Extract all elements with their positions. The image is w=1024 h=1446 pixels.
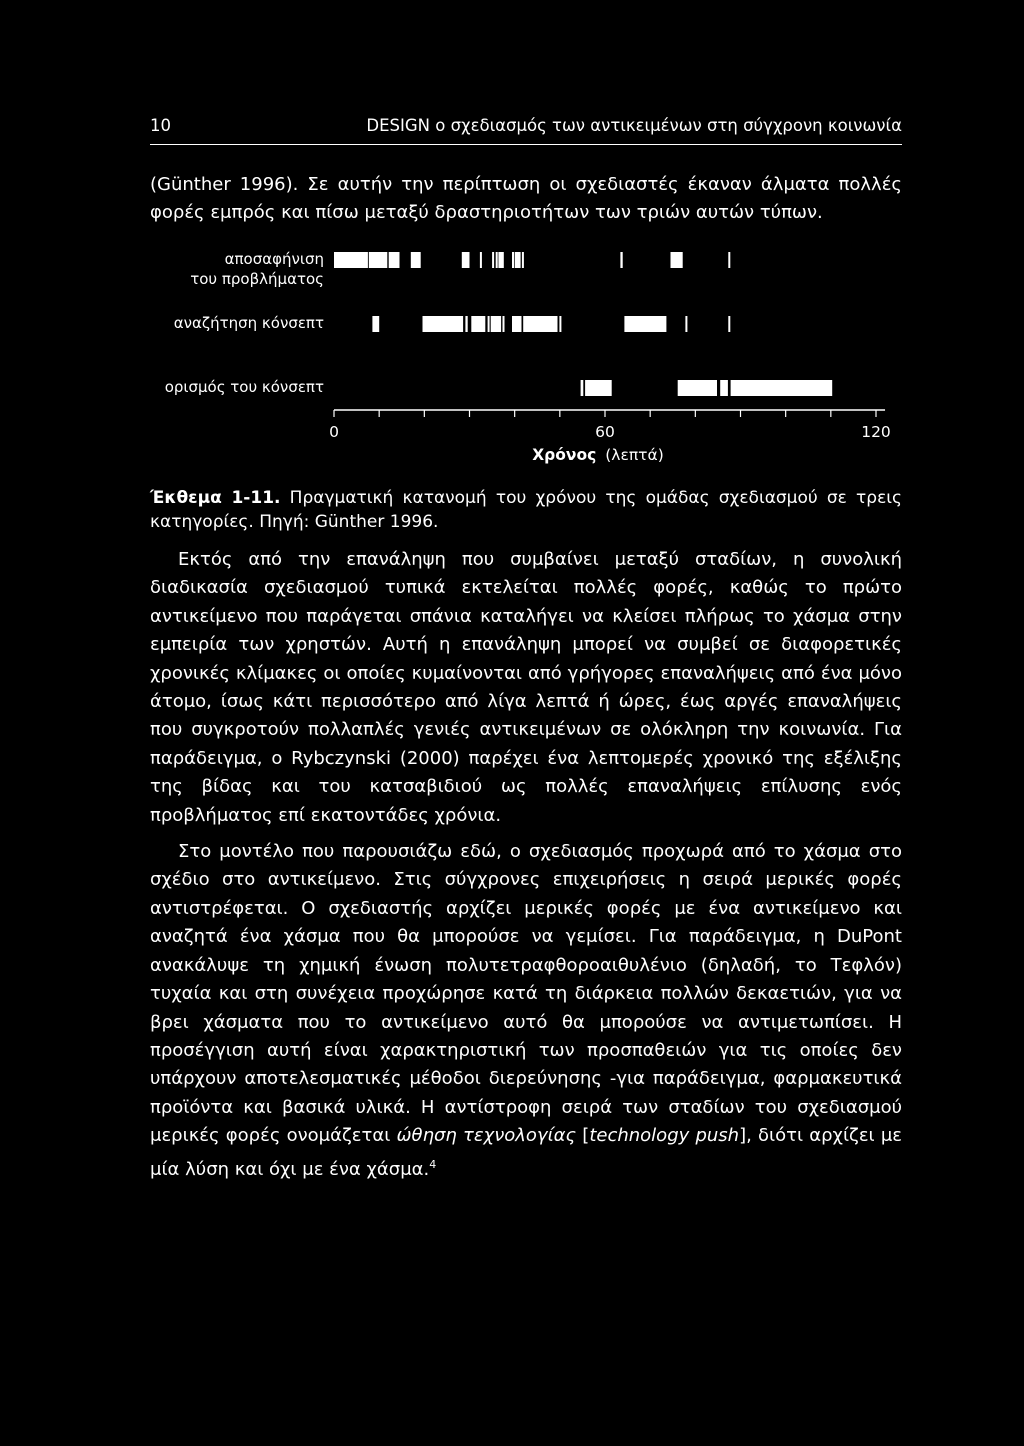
timeline-bar-row2-7 [503,316,505,332]
timeline-bar-row1-11 [515,252,521,268]
timeline-bar-row3-5 [731,380,833,396]
timeline-bar-row1-3 [389,252,400,268]
timeline-bar-row1-12 [522,252,524,268]
timeline-bar-row2-13 [728,316,730,332]
timeline-bar-row1-4 [411,252,421,268]
timeline-bar-row3-4 [720,380,728,396]
timeline-bar-row1-8 [496,252,498,268]
timeline-bar-row2-9 [523,316,557,332]
row-label-concept-search: αναζήτηση κόνσεπτ [173,314,324,332]
p2-main-text: Στο μοντέλο που παρουσιάζω εδώ, ο σχεδιασμός προχωρά από το χάσμα στο σχέδιο στο αντικείμενο. Στις σύγχρονες επιχειρήσεις η σειρά μερικές φορές αντιστρέφεται. Ο σχεδιαστής αρχίζει μερικές φορές με ένα αντικείμενο και αναζητά ένα χάσμα που θα μπορούσε να γεμίσει. Για παράδειγμα, η DuPont ανακάλυψε τη χημική ένωση πολυτετραφθοροαιθυλένιο (δηλαδή, το Τεφλόν) τυχαία και στη συνέχεια προχώρησε κατά τη διάρκεια πολλών δεκαετιών, για να βρει χάσματα που το αντικείμενο αυτό θα μπορούσε να αντιμετωπίσει. Η προσέγγιση αυτή είναι χαρακτηριστική των προσπαθειών για τις οποίες δεν υπάρχουν αποτελεσματικές μέθοδοι διερεύνησης -για παράδειγμα, φαρμακευτικά προϊόντα και βασικά υλικά. Η αντίστροφη σειρά των σταδίων του σχεδιασμού μερικές φορές ονομάζεται [150,841,902,1147]
row-label-line2: του προβλήματος [190,270,324,288]
figure-caption [150,486,902,534]
x-tick-label-0: 0 [329,423,339,441]
timeline-bar-row1-10 [512,252,514,268]
timeline-bar-row2-6 [491,316,501,332]
caption-label: Έκθεμα 1-11. [150,488,281,508]
p2-end-text: ], διότι αρχίζει με μία λύση και όχι με ένα χάσμα. [150,1125,903,1180]
timeline-bar-row1-6 [480,252,482,268]
timeline-bar-row2-2 [423,316,464,332]
timeline-bar-row1-1 [334,252,368,268]
timeline-bar-row1-15 [728,252,730,268]
timeline-bar-row1-2 [369,252,388,268]
timeline-bar-row3-3 [678,380,717,396]
intro-text: (Günther 1996). Σε αυτήν την περίπτωση οι σχεδιαστές έκαναν άλματα πολλές φορές εμπρός και πίσω μεταξύ δραστηριοτήτων των τριών αυτών τύπων. [150,174,902,224]
timeline-bar-row1-5 [462,252,470,268]
running-title: DESIGN ο σχεδιασμός των αντικειμένων στη σύγχρονη κοινωνία [366,116,902,135]
body-paragraph-2 [150,838,902,1184]
timeline-bar-row2-5 [488,316,490,332]
timeline-bar-row1-7 [492,252,494,268]
p2-italic-english: technology push [589,1125,740,1147]
row-label-concept-definition: ορισμός του κόνσεπτ [164,378,324,396]
p2-italic-term: ώθηση τεχνολογίας [396,1125,577,1147]
timeline-bar-row1-13 [620,252,622,268]
timeline-bar-row3-1 [581,380,584,396]
timeline-bar-row1-14 [671,252,683,268]
timeline-bar-row2-8 [512,316,522,332]
row-label-line1: αποσαφήνιση [224,250,324,268]
axis-title-label: Χρόνος [532,446,597,464]
x-tick-label-120: 120 [861,423,891,441]
timeline-chart [0,0,1024,480]
timeline-bar-row2-3 [465,316,467,332]
timeline-bar-row2-10 [559,316,561,332]
page-number: 10 [150,116,171,135]
timeline-bar-row1-9 [498,252,503,268]
timeline-bar-row2-11 [624,316,666,332]
x-tick-label-60: 60 [595,423,615,441]
timeline-bar-row2-12 [685,316,687,332]
body-text [150,546,902,1184]
body-paragraph-1: Εκτός από την επανάληψη που συμβαίνει μεταξύ σταδίων, η συνολική διαδικασία σχεδιασμού τυπικά εκτελείται πολλές φορές, καθώς το πρώτο αντικείμενο που παράγεται σπάνια καταλήγει να κλείσει πλήρως το χάσμα στην εμπειρία των χρηστών. Αυτή η επανάληψη μπορεί να συμβεί σε διαφορετικές χρονικές κλίμακες οι οποίες κυμαίνονται από γρήγορες επαναλήψεις από ένα μόνο άτομο, ίσως κάτι περισσότερο από λίγα λεπτά ή ώρες, έως αργές επαναλήψεις που συγκροτούν πολλαπλές γενιές αντικειμένων σε ολόκληρη την κοινωνία. Για παράδειγμα, ο Rybczynski (2000) παρέχει ένα λεπτομερές χρονικό της εξέλιξης της βίδας και του κατσαβιδιού ως πολλές επαναλήψεις επίλυσης ενός προβλήματος επί εκατοντάδες χρόνια. [150,549,902,826]
timeline-bar-row2-4 [471,316,485,332]
timeline-bar-row3-2 [585,380,612,396]
timeline-bar-row2-1 [372,316,379,332]
footnote-ref: 4 [429,1157,437,1171]
p2-bracket: [ [576,1125,590,1147]
axis-title [532,446,664,464]
axis-unit-label: (λεπτά) [605,446,664,464]
caption-text: Πραγματική κατανομή του χρόνου της ομάδας σχεδιασμού σε τρεις κατηγορίες. Πηγή: Günther 1996. [150,488,903,532]
